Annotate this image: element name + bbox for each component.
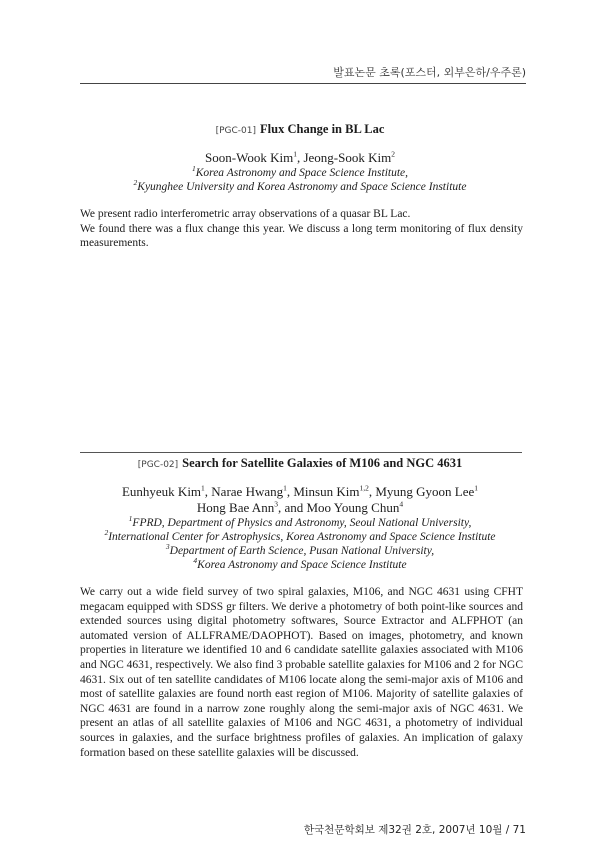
abstract-2-code: [PGC-02] [137,460,179,470]
abstract-1-title-line [0,122,600,137]
author-sup: 2 [391,149,395,159]
abstract-2-title-line [0,456,600,471]
abstract-1-code: [PGC-01] [215,126,257,136]
abstract-1-title: Flux Change in BL Lac [260,122,385,136]
section-divider [80,452,522,453]
abstract-2-affiliation-1: $^1$FPRD, Department of Physics and Astronomy, Seoul National University, [128,514,472,529]
page-footer: 한국천문학회보 제32권 2호, 2007년 10월 / 71 [303,824,526,836]
abstract-2-authors-line1: Eunhyeuk Kim$^1$, Narae Hwang$^1$, Minsun Kim$^{1,2}$, Myung Gyoon Lee$^1$ [121,483,479,499]
abstract-1-affiliation-1: $^1$Korea Astronomy and Space Science Institute, [191,164,409,179]
author-name: Soon-Wook Kim [205,150,294,165]
author-sup: 1 [293,149,297,159]
abstract-2-affiliation-3: $^3$Department of Earth Science, Pusan National University, [165,542,435,557]
author-name: Jeong-Sook Kim [303,150,392,165]
abstract-1-affiliation-2: $^2$Kyunghee University and Korea Astronomy and Space Science Institute [133,178,467,193]
header-rule [80,83,526,84]
abstract-1-authors: Soon-Wook Kim$^1$, Jeong-Sook Kim$^2$ [205,149,395,165]
running-head: 발표논문 초록(포스터, 외부은하/우주론) [333,66,526,79]
abstract-2-affiliation-4: $^4$Korea Astronomy and Space Science Institute [193,556,407,571]
abstract-1-body-line1: We present radio interferometric array observations of a quasar BL Lac. [80,208,411,220]
abstract-2-title: Search for Satellite Galaxies of M106 and NGC 4631 [182,456,463,470]
abstract-1-body-line2: We found there was a flux change this year. We discuss a long term monitoring of flux density measurements. [80,222,523,250]
abstract-1-body [80,207,523,251]
abstract-2-affiliation-2: $^2$International Center for Astrophysics, Korea Astronomy and Space Science Institute [104,528,496,543]
abstract-2-body: We carry out a wide field survey of two spiral galaxies, M106, and NGC 4631 using CFHT megacam equipped with SDSS gr filters. We derive a photometry of both point-like sources and extended sources using digital photometry softwares, Source Extractor and ALFPHOT (an automated version of ALLFRAME/DAOPHOT). Based on images, photometry, and known properties in literature we identified 10 and 6 candidate satellite galaxies associated with M106 and NGC 4631, respectively. We also find 3 probable satellite galaxies for M106 and 2 for NGC 4631. Six out of ten satellite candidates of M106 locate along the semi-major axis of M106 and most of satellite galaxies are found north east region of M106. Majority of satellite galaxies of NGC 4631 are found in a narrow zone roughly along the semi-major axis of NGC 4631. We present an atlas of all satellite galaxies of M106 and NGC 4631, a photometry of individual sources in galaxies, and the surface brightness profiles of galaxies. An implication of galaxy formation based on these satellite galaxies will be discussed. [80,586,523,759]
abstract-2-authors-line2: Hong Bae Ann$^3$, and Moo Young Chun$^4$ [196,499,404,515]
